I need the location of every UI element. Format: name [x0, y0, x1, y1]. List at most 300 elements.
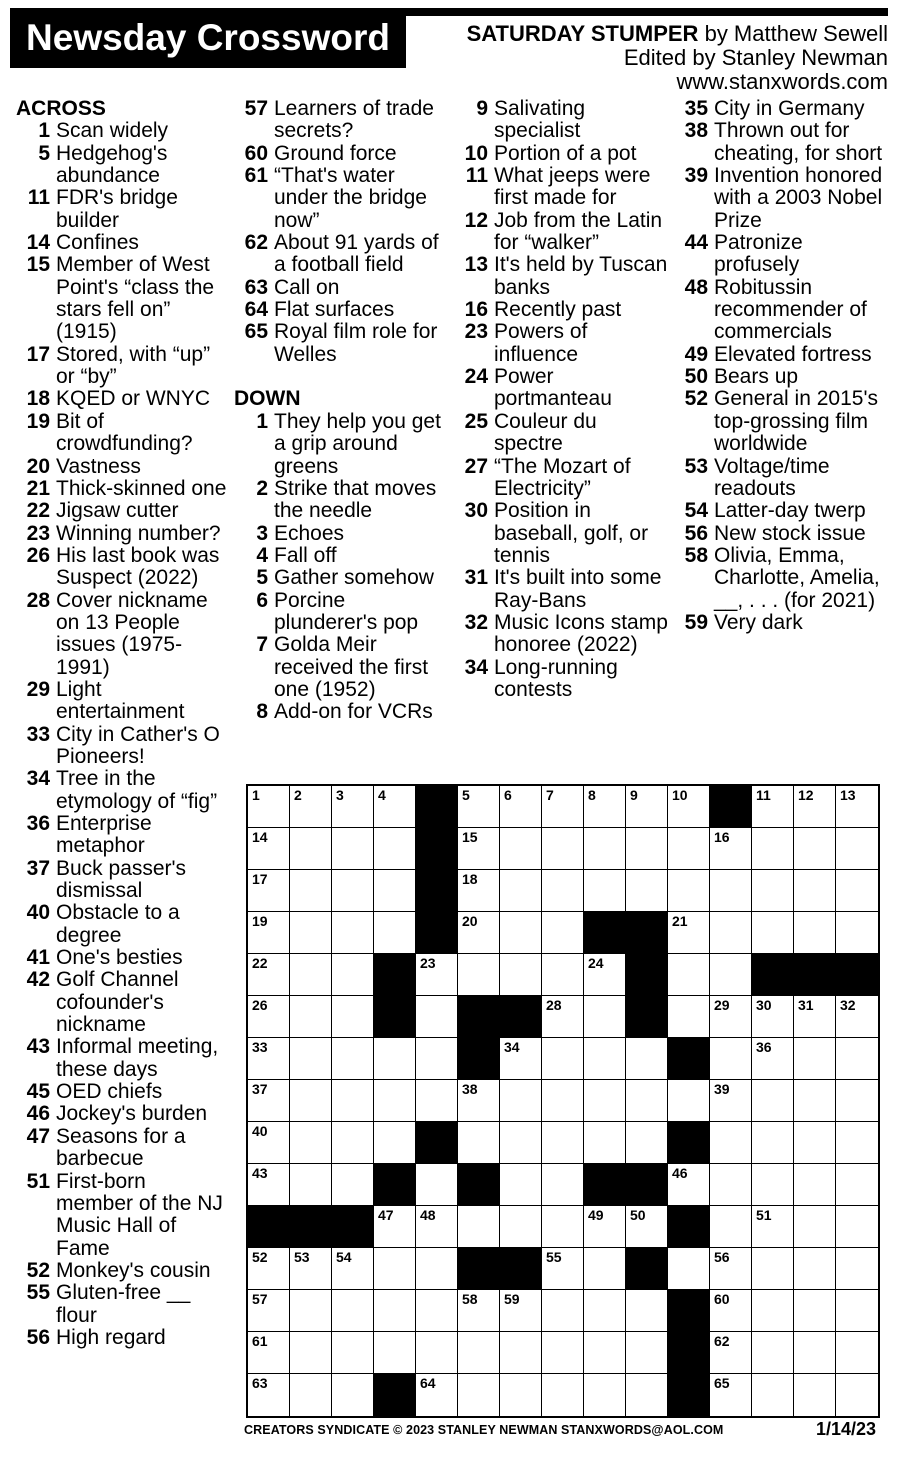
across-clue-55[interactable]	[16, 1282, 228, 1327]
grid-cell[interactable]	[794, 1290, 836, 1332]
down-clue-16[interactable]	[454, 299, 668, 321]
down-clue-30[interactable]	[454, 500, 668, 567]
grid-cell[interactable]	[248, 1164, 290, 1206]
across-clue-20[interactable]	[16, 456, 228, 478]
grid-cell[interactable]	[248, 954, 290, 996]
grid-cell[interactable]	[836, 996, 878, 1038]
clue-text: Obstacle to a degree	[56, 901, 180, 947]
across-clue-45[interactable]	[16, 1081, 228, 1103]
grid-cell[interactable]	[248, 1080, 290, 1122]
down-clue-50[interactable]	[674, 366, 888, 388]
clue-number: 14	[26, 231, 50, 255]
grid-cell[interactable]	[374, 1332, 416, 1374]
clue-text: Royal film role for Welles	[274, 320, 438, 366]
across-clue-23[interactable]	[16, 523, 228, 545]
grid-cell[interactable]	[752, 1332, 794, 1374]
grid-cell[interactable]	[668, 954, 710, 996]
grid-cell[interactable]	[332, 1038, 374, 1080]
across-clue-22[interactable]	[16, 500, 228, 522]
grid-cell[interactable]	[710, 1164, 752, 1206]
grid-cell[interactable]	[332, 1374, 374, 1416]
grid-cell[interactable]	[542, 1122, 584, 1164]
grid-cell[interactable]	[332, 954, 374, 996]
grid-cell[interactable]	[542, 828, 584, 870]
grid-cell[interactable]	[458, 1332, 500, 1374]
grid-cell[interactable]	[710, 1122, 752, 1164]
grid-cell[interactable]	[290, 1122, 332, 1164]
down-clue-3[interactable]	[234, 523, 450, 545]
grid-cell[interactable]	[794, 1038, 836, 1080]
grid-cell[interactable]	[710, 1332, 752, 1374]
grid-cell[interactable]	[794, 786, 836, 828]
cell-number: 60	[714, 1291, 730, 1307]
grid-cell[interactable]	[458, 912, 500, 954]
grid-cell[interactable]	[668, 786, 710, 828]
byline: by Matthew Sewell	[704, 21, 888, 46]
grid-cell[interactable]	[416, 1332, 458, 1374]
grid-cell[interactable]	[752, 912, 794, 954]
grid-cell[interactable]	[290, 1038, 332, 1080]
grid-cell[interactable]	[752, 828, 794, 870]
grid-cell[interactable]	[416, 1080, 458, 1122]
grid-cell[interactable]	[248, 912, 290, 954]
grid-cell[interactable]	[710, 1374, 752, 1416]
down-clue-49[interactable]	[674, 344, 888, 366]
grid-cell[interactable]	[374, 870, 416, 912]
grid-cell[interactable]	[248, 1122, 290, 1164]
grid-cell[interactable]	[626, 1374, 668, 1416]
grid-cell[interactable]	[458, 1122, 500, 1164]
copyright-footer: CREATORS SYNDICATE © 2023 STANLEY NEWMAN STANXWORDS@AOL.COM	[244, 1423, 724, 1437]
grid-cell[interactable]	[836, 1248, 878, 1290]
across-clue-34[interactable]	[16, 768, 228, 813]
grid-cell[interactable]	[374, 1248, 416, 1290]
crossword-grid[interactable]	[246, 784, 880, 1418]
down-clue-48[interactable]	[674, 277, 888, 344]
grid-cell[interactable]	[500, 954, 542, 996]
grid-cell[interactable]	[332, 786, 374, 828]
grid-cell[interactable]	[500, 828, 542, 870]
grid-cell[interactable]	[500, 1164, 542, 1206]
down-clue-13[interactable]	[454, 254, 668, 299]
grid-cell[interactable]	[500, 1374, 542, 1416]
grid-cell[interactable]	[248, 1248, 290, 1290]
grid-cell[interactable]	[458, 870, 500, 912]
clue-column-2	[234, 98, 450, 724]
across-clue-65[interactable]	[234, 321, 450, 366]
black-square	[584, 1164, 626, 1206]
grid-cell[interactable]	[248, 996, 290, 1038]
grid-cell[interactable]	[416, 954, 458, 996]
grid-cell[interactable]	[374, 1038, 416, 1080]
across-clue-11[interactable]	[16, 187, 228, 232]
clue-text: Bears up	[714, 365, 799, 389]
across-clue-15[interactable]	[16, 254, 228, 343]
across-clue-5[interactable]	[16, 143, 228, 188]
grid-cell[interactable]	[500, 1332, 542, 1374]
down-clue-4[interactable]	[234, 545, 450, 567]
grid-cell[interactable]	[290, 1164, 332, 1206]
grid-cell[interactable]	[500, 1038, 542, 1080]
grid-cell[interactable]	[710, 828, 752, 870]
cell-number: 15	[462, 829, 478, 845]
grid-cell[interactable]	[290, 1374, 332, 1416]
grid-cell[interactable]	[836, 786, 878, 828]
grid-cell[interactable]	[332, 828, 374, 870]
across-clue-41[interactable]	[16, 947, 228, 969]
grid-cell[interactable]	[416, 996, 458, 1038]
down-clue-6[interactable]	[234, 590, 450, 635]
across-clue-51[interactable]	[16, 1171, 228, 1260]
grid-cell[interactable]	[836, 1164, 878, 1206]
grid-cell[interactable]	[458, 786, 500, 828]
grid-cell[interactable]	[332, 1164, 374, 1206]
grid-cell[interactable]	[374, 828, 416, 870]
grid-cell[interactable]	[626, 870, 668, 912]
down-clue-2[interactable]	[234, 478, 450, 523]
grid-cell[interactable]	[332, 1122, 374, 1164]
grid-cell[interactable]	[248, 1290, 290, 1332]
grid-cell[interactable]	[794, 1164, 836, 1206]
grid-cell[interactable]	[794, 828, 836, 870]
grid-cell[interactable]	[500, 912, 542, 954]
grid-cell[interactable]	[416, 1374, 458, 1416]
grid-cell[interactable]	[332, 1332, 374, 1374]
black-square	[794, 954, 836, 996]
grid-cell[interactable]	[752, 1122, 794, 1164]
grid-cell[interactable]	[794, 912, 836, 954]
grid-cell[interactable]	[626, 1206, 668, 1248]
grid-cell[interactable]	[248, 828, 290, 870]
across-clue-42[interactable]	[16, 969, 228, 1036]
grid-cell[interactable]	[668, 828, 710, 870]
grid-cell[interactable]	[584, 1248, 626, 1290]
grid-cell[interactable]	[584, 828, 626, 870]
clue-number: 60	[244, 141, 268, 165]
down-clue-8[interactable]	[234, 701, 450, 723]
clue-number: 53	[684, 454, 708, 478]
grid-cell[interactable]	[668, 1080, 710, 1122]
grid-cell[interactable]	[332, 996, 374, 1038]
clue-number: 16	[464, 298, 488, 322]
grid-cell[interactable]	[584, 786, 626, 828]
grid-cell[interactable]	[416, 1290, 458, 1332]
grid-cell[interactable]	[584, 870, 626, 912]
grid-cell[interactable]	[290, 1248, 332, 1290]
grid-cell[interactable]	[584, 1374, 626, 1416]
across-clue-21[interactable]	[16, 478, 228, 500]
grid-cell[interactable]	[836, 828, 878, 870]
grid-cell[interactable]	[458, 828, 500, 870]
across-clue-18[interactable]	[16, 388, 228, 410]
grid-cell[interactable]	[542, 1206, 584, 1248]
grid-cell[interactable]	[542, 1248, 584, 1290]
grid-cell[interactable]	[500, 786, 542, 828]
grid-cell[interactable]	[290, 870, 332, 912]
down-clue-32[interactable]	[454, 612, 668, 657]
down-clue-11[interactable]	[454, 165, 668, 210]
grid-cell[interactable]	[416, 1164, 458, 1206]
down-clue-9[interactable]	[454, 98, 668, 143]
grid-cell[interactable]	[374, 1290, 416, 1332]
grid-cell[interactable]	[542, 1374, 584, 1416]
down-clue-23[interactable]	[454, 321, 668, 366]
down-clue-7[interactable]	[234, 634, 450, 701]
grid-cell[interactable]	[290, 912, 332, 954]
grid-cell[interactable]	[458, 1080, 500, 1122]
grid-cell[interactable]	[794, 1122, 836, 1164]
grid-cell[interactable]	[836, 1038, 878, 1080]
grid-cell[interactable]	[584, 1290, 626, 1332]
across-clue-43[interactable]	[16, 1036, 228, 1081]
grid-cell[interactable]	[542, 1164, 584, 1206]
grid-cell[interactable]	[248, 1374, 290, 1416]
grid-cell[interactable]	[668, 996, 710, 1038]
grid-cell[interactable]	[416, 1248, 458, 1290]
grid-cell[interactable]	[332, 1248, 374, 1290]
grid-cell[interactable]	[458, 1206, 500, 1248]
grid-cell[interactable]	[794, 1206, 836, 1248]
clue-number: 62	[244, 231, 268, 255]
clue-text: Voltage/time readouts	[714, 454, 830, 500]
grid-cell[interactable]	[542, 1290, 584, 1332]
down-clue-52[interactable]	[674, 388, 888, 455]
grid-cell[interactable]	[794, 1374, 836, 1416]
grid-cell[interactable]	[332, 912, 374, 954]
clue-text: Bit of crowdfunding?	[56, 409, 193, 456]
across-clue-61[interactable]	[234, 165, 450, 232]
grid-cell[interactable]	[836, 1290, 878, 1332]
grid-cell[interactable]	[416, 1038, 458, 1080]
grid-cell[interactable]	[710, 1206, 752, 1248]
grid-cell[interactable]	[752, 1164, 794, 1206]
grid-cell[interactable]	[710, 1290, 752, 1332]
grid-cell[interactable]	[248, 1038, 290, 1080]
down-clue-27[interactable]	[454, 456, 668, 501]
grid-cell[interactable]	[710, 870, 752, 912]
grid-cell[interactable]	[542, 954, 584, 996]
grid-cell[interactable]	[248, 870, 290, 912]
grid-cell[interactable]	[542, 912, 584, 954]
grid-cell[interactable]	[836, 1206, 878, 1248]
grid-cell[interactable]	[626, 1122, 668, 1164]
grid-cell[interactable]	[794, 1332, 836, 1374]
down-clue-5[interactable]	[234, 567, 450, 589]
black-square	[416, 912, 458, 954]
down-clue-56[interactable]	[674, 523, 888, 545]
down-clue-35[interactable]	[674, 98, 888, 120]
black-square	[500, 996, 542, 1038]
grid-cell[interactable]	[668, 1164, 710, 1206]
across-clue-37[interactable]	[16, 858, 228, 903]
across-clue-19[interactable]	[16, 411, 228, 456]
grid-cell[interactable]	[374, 912, 416, 954]
clue-number: 52	[684, 387, 708, 411]
grid-cell[interactable]	[584, 996, 626, 1038]
across-heading: ACROSS	[16, 97, 106, 120]
down-clue-34[interactable]	[454, 657, 668, 702]
down-clue-10[interactable]	[454, 143, 668, 165]
down-clue-59[interactable]	[674, 612, 888, 634]
grid-cell[interactable]	[458, 1374, 500, 1416]
across-clue-17[interactable]	[16, 344, 228, 389]
grid-cell[interactable]	[542, 1332, 584, 1374]
grid-cell[interactable]	[836, 1332, 878, 1374]
across-clue-28[interactable]	[16, 590, 228, 679]
cell-number: 9	[630, 787, 638, 803]
grid-cell[interactable]	[458, 954, 500, 996]
grid-cell[interactable]	[584, 1080, 626, 1122]
grid-cell[interactable]	[752, 870, 794, 912]
grid-cell[interactable]	[290, 1332, 332, 1374]
grid-cell[interactable]	[584, 1332, 626, 1374]
across-clue-60[interactable]	[234, 143, 450, 165]
grid-cell[interactable]	[710, 1248, 752, 1290]
grid-cell[interactable]	[794, 870, 836, 912]
grid-cell[interactable]	[626, 1290, 668, 1332]
grid-cell[interactable]	[458, 1290, 500, 1332]
grid-cell[interactable]	[752, 1038, 794, 1080]
down-clue-39[interactable]	[674, 165, 888, 232]
grid-cell[interactable]	[626, 1038, 668, 1080]
clue-text: Gather somehow	[274, 566, 434, 590]
clue-number: 58	[684, 543, 708, 567]
grid-cell[interactable]	[668, 912, 710, 954]
grid-cell[interactable]	[500, 1122, 542, 1164]
down-clue-12[interactable]	[454, 210, 668, 255]
grid-cell[interactable]	[542, 996, 584, 1038]
across-clue-63[interactable]	[234, 277, 450, 299]
grid-cell[interactable]	[248, 1332, 290, 1374]
grid-cell[interactable]	[374, 786, 416, 828]
grid-cell[interactable]	[500, 1080, 542, 1122]
grid-cell[interactable]	[752, 786, 794, 828]
grid-cell[interactable]	[542, 786, 584, 828]
clue-text: Tree in the etymology of “fig”	[56, 767, 218, 813]
grid-cell[interactable]	[752, 1248, 794, 1290]
clue-number: 18	[26, 387, 50, 411]
across-clue-57[interactable]	[234, 98, 450, 143]
across-clue-36[interactable]	[16, 813, 228, 858]
grid-cell[interactable]	[710, 996, 752, 1038]
across-clue-62[interactable]	[234, 232, 450, 277]
across-clue-40[interactable]	[16, 902, 228, 947]
clue-number: 47	[26, 1124, 50, 1148]
across-clue-26[interactable]	[16, 545, 228, 590]
grid-cell[interactable]	[836, 1080, 878, 1122]
grid-cell[interactable]	[668, 870, 710, 912]
clue-text: General in 2015's top-grossing film worldwide	[714, 387, 878, 456]
grid-cell[interactable]	[626, 786, 668, 828]
down-clue-25[interactable]	[454, 411, 668, 456]
grid-cell[interactable]	[836, 1374, 878, 1416]
grid-cell[interactable]	[710, 1080, 752, 1122]
grid-cell[interactable]	[290, 996, 332, 1038]
grid-cell[interactable]	[416, 1206, 458, 1248]
grid-cell[interactable]	[584, 1206, 626, 1248]
website-link[interactable]: www.stanxwords.com	[676, 69, 888, 94]
grid-cell[interactable]	[584, 954, 626, 996]
grid-cell[interactable]	[248, 786, 290, 828]
grid-cell[interactable]	[710, 1038, 752, 1080]
down-clue-58[interactable]	[674, 545, 888, 612]
clue-text: Couleur du spectre	[494, 409, 597, 456]
grid-cell[interactable]	[836, 1122, 878, 1164]
across-clue-52[interactable]	[16, 1260, 228, 1282]
cell-number: 1	[252, 787, 260, 803]
grid-cell[interactable]	[752, 1080, 794, 1122]
grid-cell[interactable]	[290, 786, 332, 828]
grid-cell[interactable]	[290, 1080, 332, 1122]
black-square	[626, 996, 668, 1038]
grid-cell[interactable]	[500, 870, 542, 912]
grid-cell[interactable]	[752, 1290, 794, 1332]
across-clue-1[interactable]	[16, 120, 228, 142]
grid-cell[interactable]	[710, 954, 752, 996]
down-clue-38[interactable]	[674, 120, 888, 165]
down-clue-53[interactable]	[674, 456, 888, 501]
grid-cell[interactable]	[752, 1374, 794, 1416]
down-clue-31[interactable]	[454, 567, 668, 612]
across-clue-14[interactable]	[16, 232, 228, 254]
grid-cell[interactable]	[794, 1248, 836, 1290]
grid-cell[interactable]	[542, 1080, 584, 1122]
across-clue-46[interactable]	[16, 1103, 228, 1125]
grid-cell[interactable]	[332, 1290, 374, 1332]
clue-text: Hedgehog's abundance	[56, 141, 168, 188]
clue-text: Winning number?	[56, 521, 221, 545]
grid-cell[interactable]	[374, 1122, 416, 1164]
grid-cell[interactable]	[668, 1248, 710, 1290]
grid-cell[interactable]	[290, 1290, 332, 1332]
down-clue-24[interactable]	[454, 366, 668, 411]
grid-cell[interactable]	[710, 912, 752, 954]
grid-cell[interactable]	[626, 828, 668, 870]
grid-cell[interactable]	[794, 996, 836, 1038]
grid-cell[interactable]	[374, 1080, 416, 1122]
black-square	[458, 1164, 500, 1206]
clue-number: 39	[684, 164, 708, 188]
down-clue-54[interactable]	[674, 500, 888, 522]
grid-cell[interactable]	[584, 1122, 626, 1164]
grid-cell[interactable]	[752, 1206, 794, 1248]
grid-cell[interactable]	[584, 1038, 626, 1080]
grid-cell[interactable]	[290, 828, 332, 870]
grid-cell[interactable]	[332, 870, 374, 912]
grid-cell[interactable]	[836, 912, 878, 954]
across-clue-56[interactable]	[16, 1327, 228, 1349]
across-clue-64[interactable]	[234, 299, 450, 321]
grid-cell[interactable]	[500, 1290, 542, 1332]
across-clue-47[interactable]	[16, 1126, 228, 1171]
across-clue-33[interactable]	[16, 724, 228, 769]
down-clue-44[interactable]	[674, 232, 888, 277]
grid-cell[interactable]	[374, 1206, 416, 1248]
grid-cell[interactable]	[290, 954, 332, 996]
grid-cell[interactable]	[752, 996, 794, 1038]
grid-cell[interactable]	[626, 1332, 668, 1374]
grid-cell[interactable]	[542, 870, 584, 912]
grid-cell[interactable]	[500, 1206, 542, 1248]
clue-text: Portion of a pot	[494, 141, 637, 165]
grid-cell[interactable]	[332, 1080, 374, 1122]
grid-cell[interactable]	[626, 1080, 668, 1122]
across-clue-29[interactable]	[16, 679, 228, 724]
grid-cell[interactable]	[794, 1080, 836, 1122]
grid-cell[interactable]	[836, 870, 878, 912]
down-clue-1[interactable]	[234, 411, 450, 478]
grid-cell[interactable]	[542, 1038, 584, 1080]
